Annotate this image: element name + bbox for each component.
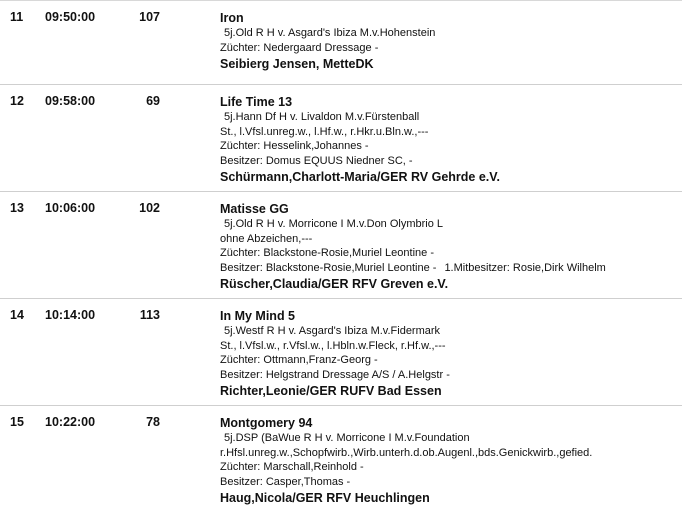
owner-line: Besitzer: Helgstrand Dressage A/S / A.Helgstr - bbox=[220, 368, 450, 381]
co-owner-text: 1.Mitbesitzer: Rosie,Dirk Wilhelm bbox=[444, 261, 606, 274]
start-time: 09:50:00 bbox=[45, 10, 96, 24]
rider-name: Seibierg Jensen, MetteDK bbox=[220, 57, 374, 71]
entry-divider bbox=[0, 298, 682, 299]
horse-name: Iron bbox=[220, 11, 244, 25]
entry-divider bbox=[0, 191, 682, 192]
entry-details bbox=[220, 201, 675, 293]
horse-pedigree: 5j.Old R H v. Morricone I M.v.Don Olymbrio L bbox=[224, 218, 444, 230]
markings-line: St., l.Vfsl.unreg.w., l.Hf.w., r.Hkr.u.Bln.w.,--- bbox=[220, 125, 429, 138]
owner-text: Besitzer: Blackstone-Rosie,Muriel Leontine - bbox=[220, 261, 437, 274]
start-time: 10:06:00 bbox=[45, 201, 96, 215]
breeder-line: Züchter: Nedergaard Dressage - bbox=[220, 41, 379, 54]
owner-line: Besitzer: Casper,Thomas - bbox=[220, 475, 351, 488]
entry-details bbox=[220, 308, 675, 400]
top-divider bbox=[0, 0, 682, 1]
start-time: 10:22:00 bbox=[45, 415, 96, 429]
breeder-line: Züchter: Blackstone-Rosie,Muriel Leontine - bbox=[220, 247, 434, 259]
start-number: 113 bbox=[139, 308, 160, 322]
start-number: 78 bbox=[146, 415, 160, 429]
entry-number: 13 bbox=[10, 201, 24, 215]
horse-pedigree: 5j.DSP (BaWue R H v. Morricone I M.v.Foundation bbox=[224, 432, 470, 444]
rider-name: Richter,Leonie/GER RUFV Bad Essen bbox=[220, 384, 442, 398]
start-time: 10:14:00 bbox=[45, 308, 96, 322]
horse-pedigree: 5j.Old R H v. Asgard's Ibiza M.v.Hohenstein bbox=[224, 27, 436, 39]
rider-name: Schürmann,Charlott-Maria/GER RV Gehrde e.V. bbox=[220, 170, 500, 184]
horse-pedigree: 5j.Hann Df H v. Livaldon M.v.Fürstenball bbox=[224, 111, 420, 123]
horse-name: Matisse GG bbox=[220, 202, 289, 216]
entry-details bbox=[220, 94, 675, 186]
markings-line: ohne Abzeichen,--- bbox=[220, 232, 313, 245]
owner-line: Besitzer: Domus EQUUS Niedner SC, - bbox=[220, 154, 413, 167]
start-number: 69 bbox=[146, 94, 160, 108]
owner-line bbox=[220, 261, 675, 276]
start-time: 09:58:00 bbox=[45, 94, 96, 108]
markings-line: r.Hfsl.unreg.w.,Schopfwirb.,Wirb.unterh.d.ob.Augenl.,bds.Genickwirb.,gefied. bbox=[220, 446, 593, 459]
entry-number: 15 bbox=[10, 415, 24, 429]
entry-divider bbox=[0, 84, 682, 85]
markings-line: St., l.Vfsl.w., r.Vfsl.w., l.Hbln.w.Fleck, r.Hf.w.,--- bbox=[220, 339, 446, 352]
horse-name: In My Mind 5 bbox=[220, 309, 295, 323]
entry-number: 12 bbox=[10, 94, 24, 108]
horse-name: Life Time 13 bbox=[220, 95, 293, 109]
breeder-line: Züchter: Ottmann,Franz-Georg - bbox=[220, 354, 378, 366]
horse-pedigree: 5j.Westf R H v. Asgard's Ibiza M.v.Fidermark bbox=[224, 325, 441, 337]
start-number: 107 bbox=[139, 10, 160, 24]
breeder-line: Züchter: Marschall,Reinhold - bbox=[220, 461, 364, 473]
entry-details bbox=[220, 415, 675, 507]
entry-details bbox=[220, 10, 675, 73]
rider-name: Rüscher,Claudia/GER RFV Greven e.V. bbox=[220, 277, 449, 291]
horse-name: Montgomery 94 bbox=[220, 416, 313, 430]
entry-number: 11 bbox=[10, 10, 24, 24]
breeder-line: Züchter: Hesselink,Johannes - bbox=[220, 140, 369, 152]
rider-name: Haug,Nicola/GER RFV Heuchlingen bbox=[220, 491, 430, 505]
start-number: 102 bbox=[139, 201, 160, 215]
entry-divider bbox=[0, 405, 682, 406]
entry-number: 14 bbox=[10, 308, 24, 322]
